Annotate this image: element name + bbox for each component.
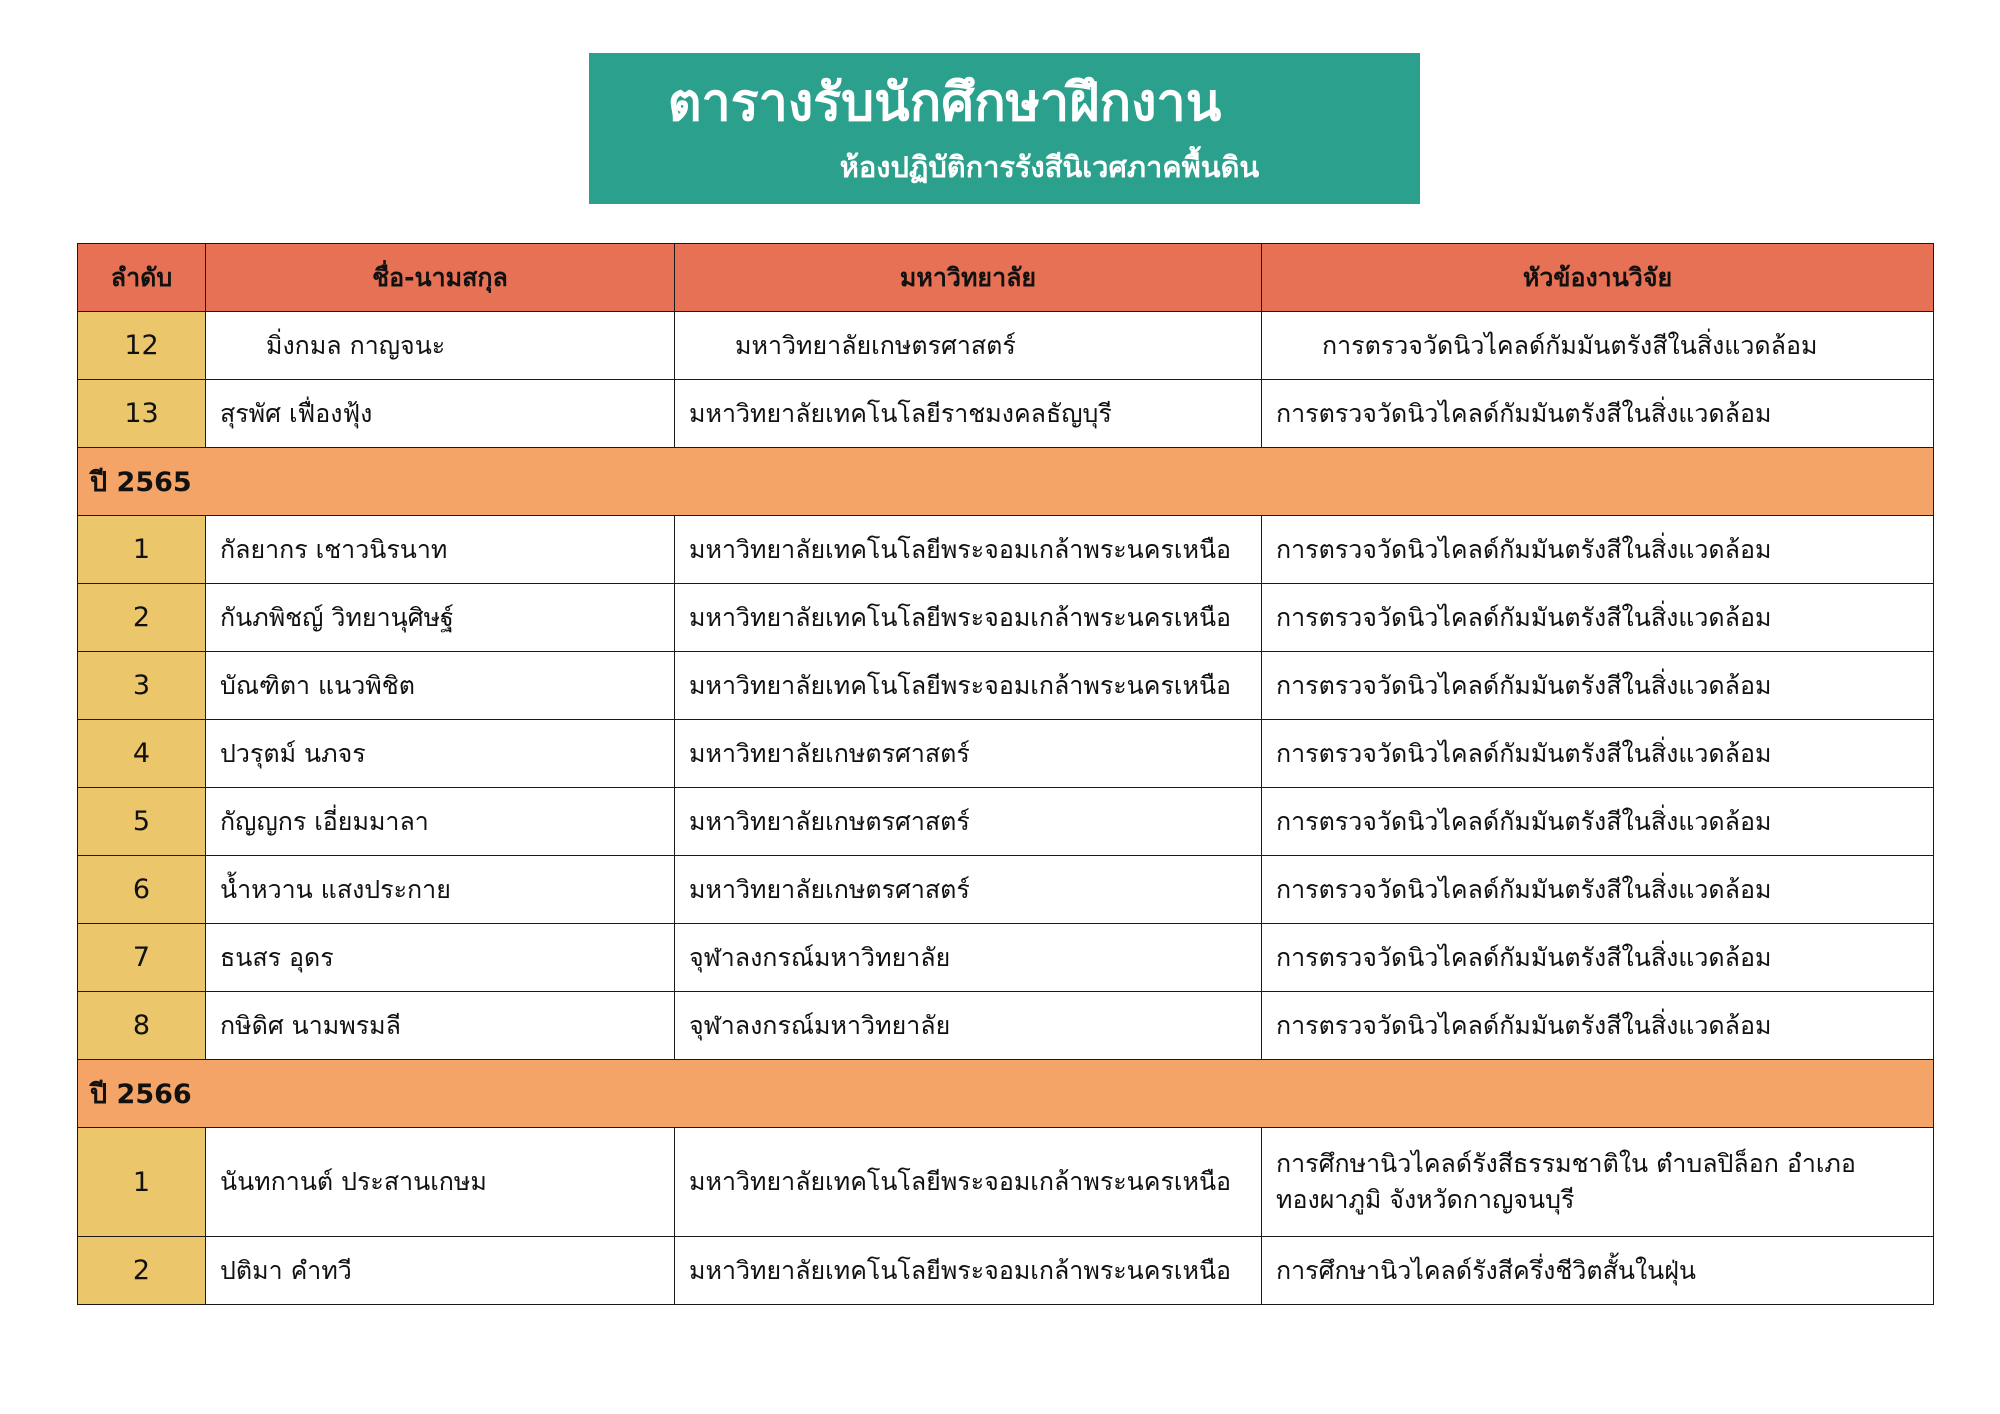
row-topic: การตรวจวัดนิวไคลด์กัมมันตรังสีในสิ่งแวดล้อม (1262, 924, 1934, 992)
row-name: กัญญกร เอี่ยมมาลา (206, 788, 675, 856)
row-number: 7 (78, 924, 206, 992)
header-university: มหาวิทยาลัย (675, 244, 1262, 312)
table-row (78, 788, 1934, 856)
row-topic: การศึกษานิวไคลด์รังสีครึ่งชีวิตสั้นในฝุ่น (1262, 1237, 1934, 1305)
year-label: ปี 2566 (78, 1060, 1934, 1128)
table-row (78, 856, 1934, 924)
row-name: ปวรุตม์ นภจร (206, 720, 675, 788)
row-topic: การตรวจวัดนิวไคลด์กัมมันตรังสีในสิ่งแวดล้อม (1262, 516, 1934, 584)
table-row (78, 924, 1934, 992)
table-row (78, 1128, 1934, 1237)
row-university: มหาวิทยาลัยเทคโนโลยีพระจอมเกล้าพระนครเหนือ (675, 1128, 1262, 1237)
row-number: 12 (78, 312, 206, 380)
row-number: 1 (78, 1128, 206, 1237)
row-university: มหาวิทยาลัยเกษตรศาสตร์ (675, 312, 1262, 380)
row-name: สุรพัศ เฟื่องฟุ้ง (206, 380, 675, 448)
row-number: 4 (78, 720, 206, 788)
row-name: นันทกานต์ ประสานเกษม (206, 1128, 675, 1237)
row-number: 6 (78, 856, 206, 924)
year-label: ปี 2565 (78, 448, 1934, 516)
row-university: มหาวิทยาลัยเทคโนโลยีราชมงคลธัญบุรี (675, 380, 1262, 448)
table-header-row (78, 244, 1934, 312)
row-name: กษิดิศ นามพรมลี (206, 992, 675, 1060)
row-topic-text: การศึกษานิวไคลด์รังสีธรรมชาติใน ตำบลปิล็อก อำเภอทองผาภูมิ จังหวัดกาญจนบุรี (1276, 1149, 1856, 1214)
table-row (78, 380, 1934, 448)
row-topic: การตรวจวัดนิวไคลด์กัมมันตรังสีในสิ่งแวดล้อม (1262, 380, 1934, 448)
row-topic: การตรวจวัดนิวไคลด์กัมมันตรังสีในสิ่งแวดล้อม (1262, 856, 1934, 924)
year-section-row (78, 448, 1934, 516)
table-row (78, 652, 1934, 720)
row-number: 3 (78, 652, 206, 720)
row-topic: การตรวจวัดนิวไคลด์กัมมันตรังสีในสิ่งแวดล้อม (1262, 312, 1934, 380)
row-university: จุฬาลงกรณ์มหาวิทยาลัย (675, 924, 1262, 992)
row-number: 2 (78, 584, 206, 652)
row-university: มหาวิทยาลัยเทคโนโลยีพระจอมเกล้าพระนครเหนือ (675, 1237, 1262, 1305)
title-banner (589, 53, 1420, 204)
row-number: 8 (78, 992, 206, 1060)
page-title: ตารางรับนักศึกษาฝึกงาน (667, 73, 1222, 133)
table-row (78, 992, 1934, 1060)
table-row (78, 720, 1934, 788)
table-row (78, 584, 1934, 652)
row-name: มิ่งกมล กาญจนะ (206, 312, 675, 380)
row-topic: การตรวจวัดนิวไคลด์กัมมันตรังสีในสิ่งแวดล้อม (1262, 992, 1934, 1060)
row-number: 2 (78, 1237, 206, 1305)
row-university: จุฬาลงกรณ์มหาวิทยาลัย (675, 992, 1262, 1060)
row-name: น้ำหวาน แสงประกาย (206, 856, 675, 924)
year-section-row (78, 1060, 1934, 1128)
table-row (78, 312, 1934, 380)
row-number: 5 (78, 788, 206, 856)
header-number: ลำดับ (78, 244, 206, 312)
table-row (78, 1237, 1934, 1305)
row-number: 1 (78, 516, 206, 584)
row-university: มหาวิทยาลัยเทคโนโลยีพระจอมเกล้าพระนครเหนือ (675, 652, 1262, 720)
row-name: ธนสร อุดร (206, 924, 675, 992)
row-topic: การตรวจวัดนิวไคลด์กัมมันตรังสีในสิ่งแวดล้อม (1262, 720, 1934, 788)
row-name: ปติมา คำทวี (206, 1237, 675, 1305)
row-topic (1262, 1128, 1934, 1237)
row-topic: การตรวจวัดนิวไคลด์กัมมันตรังสีในสิ่งแวดล้อม (1262, 652, 1934, 720)
row-university: มหาวิทยาลัยเทคโนโลยีพระจอมเกล้าพระนครเหนือ (675, 516, 1262, 584)
row-university: มหาวิทยาลัยเกษตรศาสตร์ (675, 788, 1262, 856)
row-name: กัลยากร เชาวนิรนาท (206, 516, 675, 584)
header-name: ชื่อ-นามสกุล (206, 244, 675, 312)
row-topic: การตรวจวัดนิวไคลด์กัมมันตรังสีในสิ่งแวดล้อม (1262, 584, 1934, 652)
row-university: มหาวิทยาลัยเกษตรศาสตร์ (675, 856, 1262, 924)
row-university: มหาวิทยาลัยเกษตรศาสตร์ (675, 720, 1262, 788)
header-topic: หัวข้องานวิจัย (1262, 244, 1934, 312)
row-topic: การตรวจวัดนิวไคลด์กัมมันตรังสีในสิ่งแวดล้อม (1262, 788, 1934, 856)
row-university: มหาวิทยาลัยเทคโนโลยีพระจอมเกล้าพระนครเหนือ (675, 584, 1262, 652)
row-number: 13 (78, 380, 206, 448)
row-name: กันภพิชญ์ วิทยานุศิษฐ์ (206, 584, 675, 652)
intern-table (77, 243, 1934, 1305)
row-name: บัณฑิตา แนวพิชิต (206, 652, 675, 720)
page-subtitle: ห้องปฏิบัติการรังสีนิเวศภาคพื้นดิน (839, 150, 1260, 184)
table-row (78, 516, 1934, 584)
